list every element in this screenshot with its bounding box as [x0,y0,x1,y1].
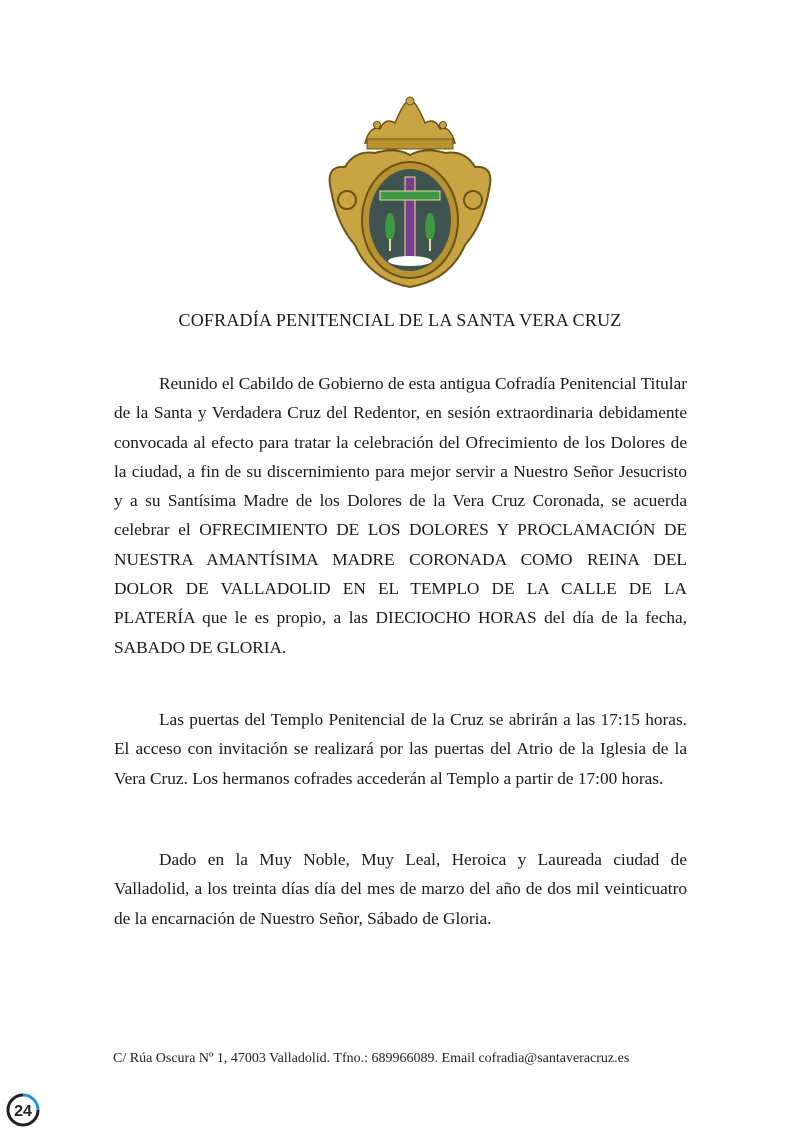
paragraph-dating [114,845,687,933]
document-title: COFRADÍA PENITENCIAL DE LA SANTA VERA CRUZ [178,310,622,330]
paragraph-text: Las puertas del Templo Penitencial de la Cruz se abrirán a las 17:15 horas. El acceso con invitación se realizará por las puertas del Atrio de la Iglesia de la Vera Cruz. Los hermanos cofrades accederán al Templo a partir de 17:00 horas. [114,710,687,788]
footer-contact: C/ Rúa Oscura Nº 1, 47003 Valladolid. Tfno.: 689966089. Email cofradia@santaveracruz.es [113,1051,630,1066]
shield-icon [362,162,458,278]
paragraph-text: Reunido el Cabildo de Gobierno de esta antigua Cofradía Penitencial Titular de la Santa y Verdadera Cruz del Redentor, en sesión extraordinaria debidamente convocada al efecto para tratar la celebración del Ofrecimiento de los Dolores de la ciudad, a fin de su discernimiento para mejor servir a Nuestro Señor Jesucristo y a su Santísima Madre de los Dolores de la Vera Cruz Coronada, se acuerda celebrar el OFRECIMIENTO DE LOS DOLORES Y PROCLAMACIÓN DE NUESTRA AMANTÍSIMA MADRE CORONADA COMO REINA DEL DOLOR DE VALLADOLID EN EL TEMPLO DE LA CALLE DE LA PLATERÍA que le es propio, a las DIECIOCHO HORAS del día de la fecha, SABADO DE GLORIA. [114,374,687,657]
paragraph-access [114,705,687,793]
badge-number: 24 [14,1103,32,1120]
paragraph-convocation [114,369,687,662]
news-logo-badge [6,1093,40,1127]
crown-icon [365,97,455,149]
coat-of-arms-crest [325,95,495,295]
paragraph-text: Dado en la Muy Noble, Muy Leal, Heroica y Laureada ciudad de Valladolid, a los treinta días día del mes de marzo del año de dos mil veinticuatro de la encarnación de Nuestro Señor, Sábado de Gloria. [114,850,687,928]
